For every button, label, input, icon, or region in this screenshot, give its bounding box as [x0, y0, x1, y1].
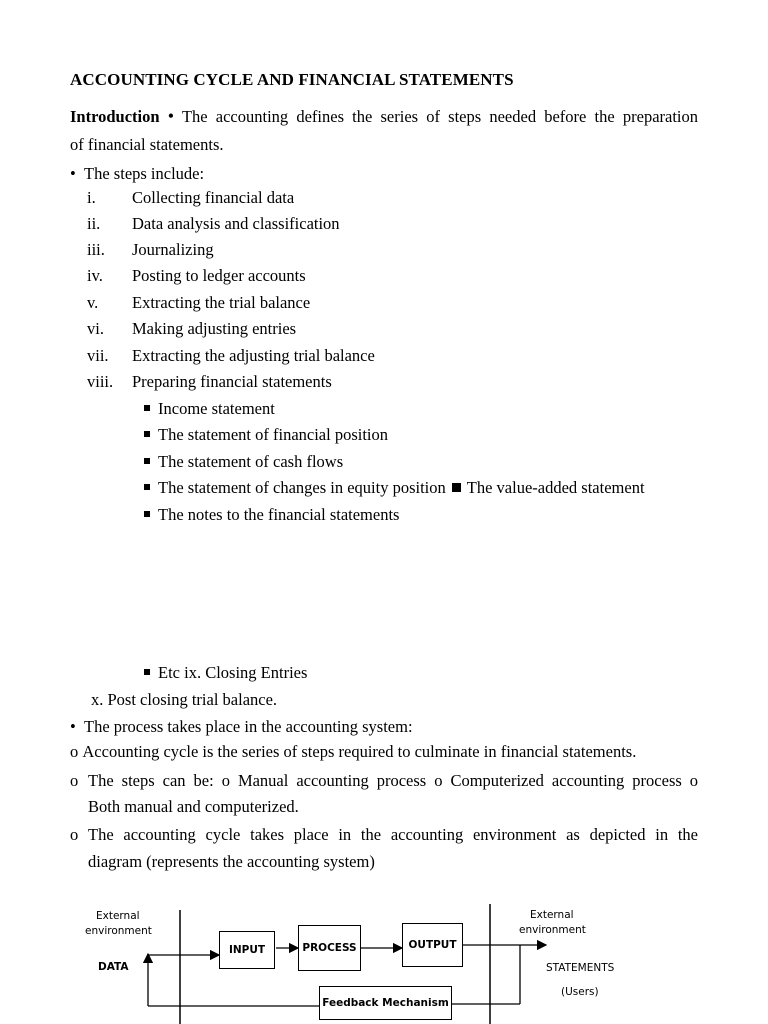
statement-item — [144, 452, 343, 472]
feedback-box: Feedback Mechanism — [319, 986, 452, 1020]
post-closing-line: x. Post closing trial balance. — [91, 690, 278, 709]
left-env-label-1: External — [96, 910, 140, 922]
intro-text-1: The accounting defines the series of steps needed before the preparation — [181, 107, 699, 126]
sub-point-3 — [70, 825, 82, 845]
left-env-label-2: environment — [85, 925, 152, 937]
users-label: (Users) — [561, 986, 599, 998]
sub-point-2-line — [88, 771, 698, 791]
square-bullet-icon — [144, 484, 150, 490]
statement-text: The value-added statement — [466, 478, 645, 497]
sub-point-2 — [70, 771, 82, 791]
sub-point-text: Manual accounting process — [237, 771, 427, 790]
sub-point-text: Computerized accounting process — [450, 771, 682, 790]
statement-text: The statement of cash flows — [158, 452, 344, 471]
steps-intro-text: The steps include: — [84, 164, 205, 183]
statement-item — [144, 425, 388, 445]
circle-bullet-icon: o — [70, 825, 79, 844]
step-text: Journalizing — [132, 240, 214, 259]
step-text: Data analysis and classification — [132, 214, 340, 233]
statement-item — [144, 505, 399, 525]
square-bullet-icon — [452, 483, 461, 492]
input-box: INPUT — [219, 931, 275, 969]
bullet-icon: • — [70, 717, 76, 736]
bullet-icon: • — [70, 164, 76, 183]
square-bullet-icon — [144, 511, 150, 517]
square-bullet-icon — [144, 405, 150, 411]
data-label: DATA — [98, 961, 129, 973]
intro-line-2: of financial statements. — [70, 135, 224, 154]
square-bullet-icon — [144, 431, 150, 437]
sub-point-text: Accounting cycle is the series of steps required to culminate in financial statements. — [82, 742, 637, 761]
steps-intro — [70, 164, 204, 184]
square-bullet-icon — [144, 669, 150, 675]
circle-bullet-icon: o — [221, 771, 230, 790]
circle-bullet-icon: o — [689, 771, 699, 790]
process-bullet — [70, 717, 413, 737]
output-box: OUTPUT — [402, 923, 463, 967]
step-number: ii. — [87, 214, 101, 233]
sub-point-3-cont: diagram (represents the accounting system) — [88, 852, 375, 871]
sub-point-1 — [70, 742, 636, 762]
step-text: Collecting financial data — [132, 188, 295, 207]
statements-label: STATEMENTS — [546, 962, 615, 974]
step-number: iv. — [87, 266, 103, 285]
sub-point-2-cont: Both manual and computerized. — [88, 797, 299, 816]
etc-closing-entries — [144, 663, 307, 683]
circle-bullet-icon: o — [70, 742, 79, 761]
step-number: vi. — [87, 319, 104, 338]
intro-line-1 — [70, 106, 698, 127]
statement-item — [144, 399, 275, 419]
step-text: Extracting the trial balance — [132, 293, 311, 312]
process-box: PROCESS — [298, 925, 361, 971]
step-number: v. — [87, 293, 99, 312]
sub-point-3-line: The accounting cycle takes place in the accounting environment as depicted in the — [88, 825, 698, 844]
sub-point-text: The steps can be: — [88, 771, 214, 790]
step-text: Posting to ledger accounts — [132, 266, 306, 285]
statement-text: Income statement — [158, 399, 275, 418]
step-text: Extracting the adjusting trial balance — [132, 346, 375, 365]
statement-item — [144, 478, 645, 498]
circle-bullet-icon: o — [434, 771, 443, 790]
page-title: ACCOUNTING CYCLE AND FINANCIAL STATEMENTS — [70, 70, 514, 89]
right-env-label-2: environment — [519, 924, 586, 936]
square-bullet-icon — [144, 458, 150, 464]
step-number: vii. — [87, 346, 109, 365]
step-number: i. — [87, 188, 96, 207]
right-env-label-1: External — [530, 909, 574, 921]
step-text: Making adjusting entries — [132, 319, 297, 338]
statement-text: The statement of changes in equity position — [158, 478, 446, 497]
step-number: viii. — [87, 372, 114, 391]
statement-text: The statement of financial position — [158, 425, 389, 444]
step-number: iii. — [87, 240, 105, 259]
step-text: Preparing financial statements — [132, 372, 332, 391]
etc-text: Etc ix. Closing Entries — [158, 663, 308, 682]
circle-bullet-icon: o — [70, 771, 79, 790]
intro-label: Introduction — [70, 107, 160, 126]
intro-bullet: • — [167, 106, 175, 126]
statement-text: The notes to the financial statements — [158, 505, 400, 524]
process-bullet-text: The process takes place in the accounting system: — [84, 717, 413, 736]
